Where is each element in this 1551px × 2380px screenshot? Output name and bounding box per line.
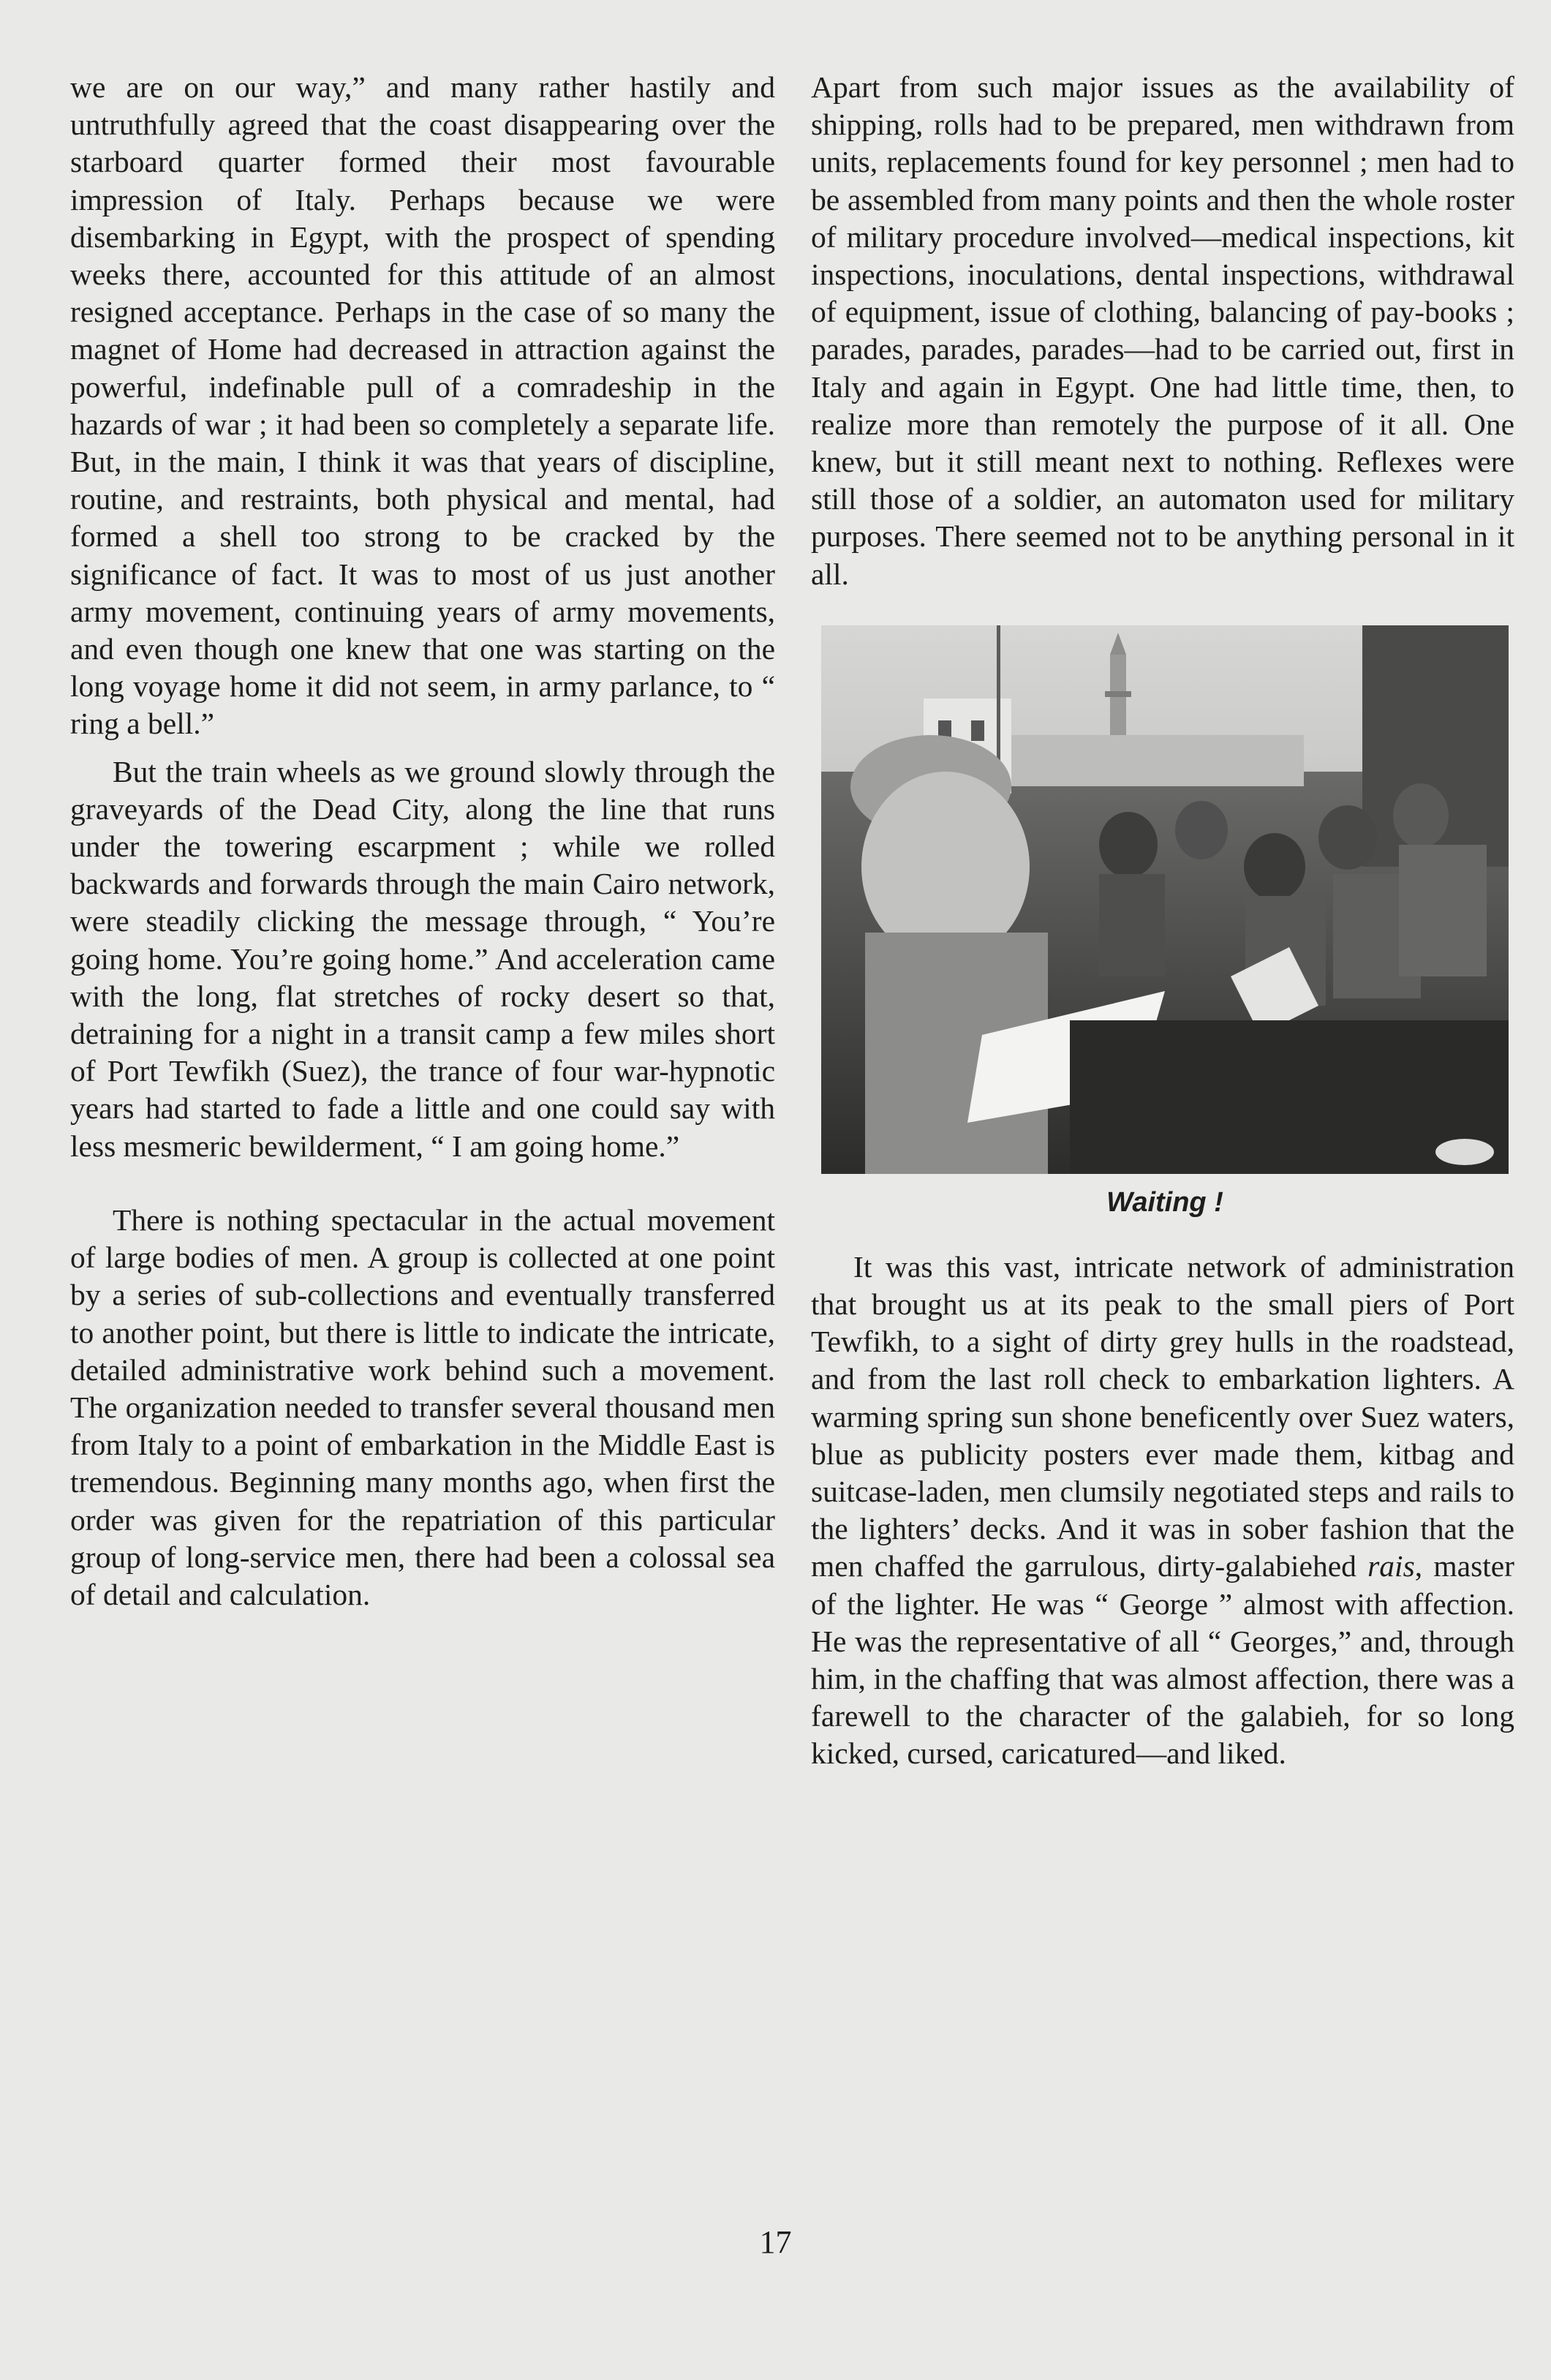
paragraph-text: , master of the lighter. He was “ George ” almost with affection. He was the representative of all “ Georges,” and, through him, in the chaffing that was almost affection, there was a farewell to the character of the galabieh, for so long kicked, cursed, caricatured—and liked. bbox=[811, 1549, 1514, 1771]
page-number: 17 bbox=[759, 2224, 792, 2260]
paragraph: But the train wheels as we ground slowly through the graveyards of the Dead City, along the line that runs under the towering escarpment ; while we rolled backwards and forwards through the main Cairo network, were steadily clicking the message through, “ You’re going home. You’re going home.” And acceleration came with the long, flat stretches of rocky desert so that, detraining for a night in a transit camp a few miles short of Port Tewfikh (Suez), the trance of four war-hypnotic years had started to fade a little and one could say with less mesmeric bewilderment, “ I am going home.” bbox=[70, 754, 775, 1163]
right-column bbox=[811, 69, 1514, 1773]
left-column bbox=[70, 69, 775, 1613]
italic-word: rais bbox=[1367, 1549, 1415, 1583]
paragraph bbox=[811, 1249, 1514, 1773]
paragraph: Apart from such major issues as the availability of shipping, rolls had to be prepared, men withdrawn from units, replacements found for key personnel ; men had to be assembled from many points and then the whole roster of military procedure involved—medical inspections, kit inspections, inoculations, dental inspections, withdrawal of equipment, issue of clothing, balancing of pay-books ; parades, parades, parades—had to be carried out, first in Italy and again in Egypt. One had little time, then, to realize more than remotely the purpose of it all. One knew, but it still meant next to nothing. Reflexes were still those of a soldier, an automaton used for military purposes. There seemed not to be anything personal in it all. bbox=[811, 70, 1514, 591]
photo-figure bbox=[821, 625, 1509, 1219]
paragraph: we are on our way,” and many rather hastily and untruthfully agreed that the coast disappearing over the starboard quarter formed their most favourable impression of Italy. Perhaps because we were disembarking in Egypt, with the prospect of spending weeks there, accounted for this attitude of an almost resigned acceptance. Perhaps in the case of so many the magnet of Home had decreased in attraction against the powerful, indefinable pull of a comradeship in the hazards of war ; it had been so completely a separate life. But, in the main, I think it was that years of discipline, routine, and restraints, both physical and mental, had formed a shell too strong to be cracked by the significance of fact. It was to most of us just another army movement, continuing years of army movements, and even though one knew that one was starting on the long voyage home it did not seem, in army parlance, to “ ring a bell.” bbox=[70, 70, 775, 741]
paragraph-text: It was this vast, intricate network of administration that brought us at its peak to the small piers of Port Tewfikh, to a sight of dirty grey hulls in the roadstead, and from the last roll check to embarkation lighters. A warming spring sun shone beneficently over Suez waters, blue as publicity posters ever made them, kitbag and suitcase-laden, men clumsily negotiated steps and rails to the lighters’ decks. And it was in sober fashion that the men chaffed the garrulous, dirty-galabiehed bbox=[811, 1249, 1514, 1583]
photo-soldiers-waiting bbox=[821, 625, 1509, 1174]
photo-caption: Waiting ! bbox=[1106, 1186, 1223, 1218]
paragraph: There is nothing spectacular in the actual movement of large bodies of men. A group is collected at one point by a series of sub-collections and eventually transferred to another point, but there is little to indicate the intricate, detailed administrative work behind such a movement. The organization needed to transfer several thousand men from Italy to a point of embarkation in the Middle East is tremendous. Beginning many months ago, when first the order was given for the repatriation of this particular group of long-service men, there had been a colossal sea of detail and calculation. bbox=[70, 1202, 775, 1611]
